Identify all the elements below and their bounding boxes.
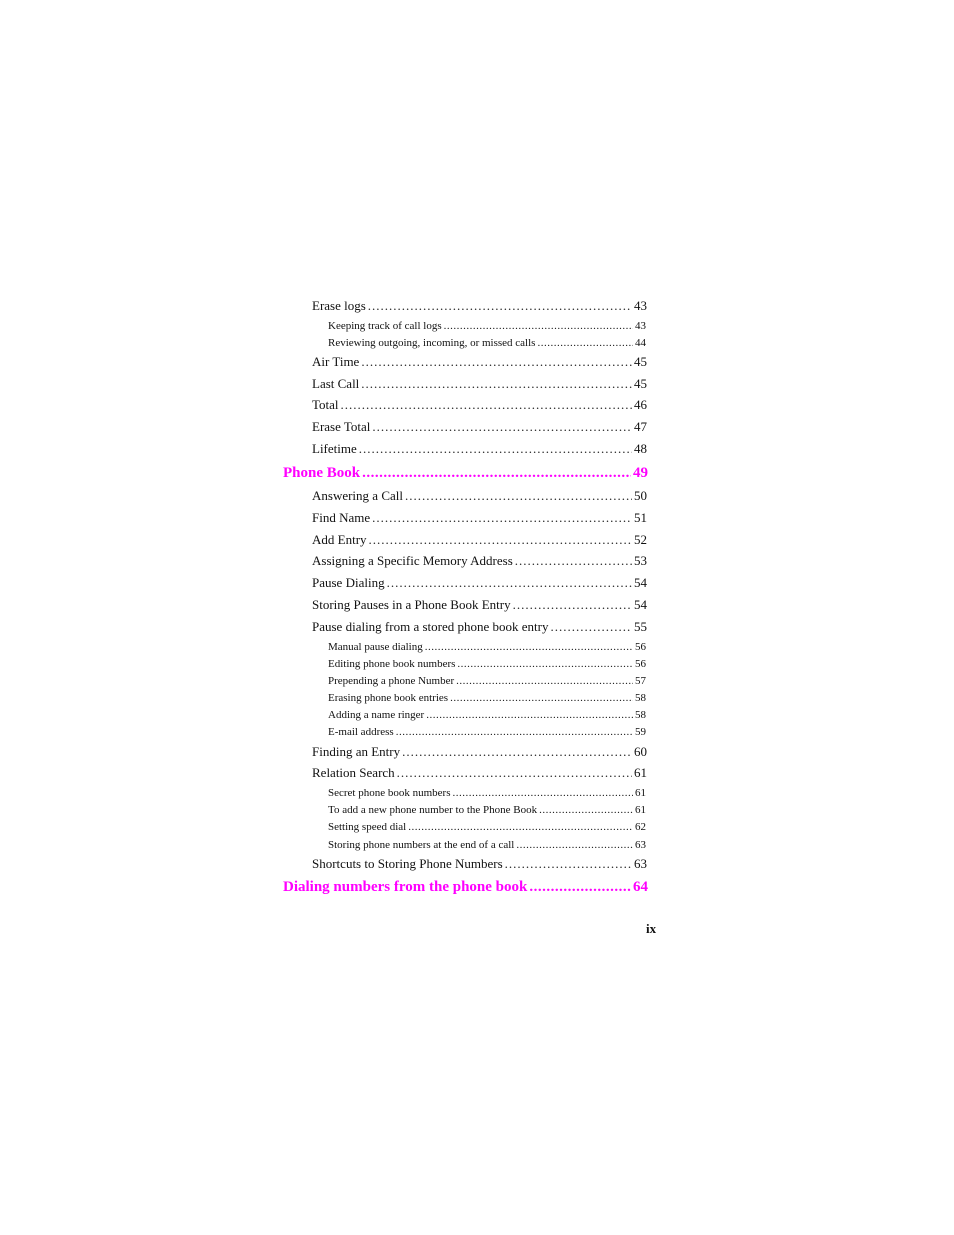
toc-entry-answering-a-call[interactable] [312, 489, 647, 502]
dot-leader [372, 511, 632, 524]
toc-entry-air-time[interactable] [312, 355, 647, 368]
toc-entry-title: Add Entry [312, 532, 367, 547]
toc-entry-title: Erase Total [312, 419, 371, 434]
dot-leader [529, 880, 631, 895]
toc-entry-page: 51 [634, 510, 647, 525]
dot-leader [405, 489, 632, 502]
toc-entry-email-address[interactable] [328, 727, 646, 738]
toc-entry-title: Shortcuts to Storing Phone Numbers [312, 856, 503, 871]
toc-entry-title: Pause Dialing [312, 575, 385, 590]
toc-entry-page: 60 [634, 744, 647, 759]
dot-leader [362, 466, 631, 481]
dot-leader [402, 745, 632, 758]
toc-entry-erasing-phone-book-entries[interactable] [328, 693, 646, 704]
toc-entry-page: 48 [634, 441, 647, 456]
toc-entry-page: 45 [634, 376, 647, 391]
toc-entry-title: Editing phone book numbers [328, 658, 456, 670]
toc-entry-page: 46 [634, 397, 647, 412]
toc-entry-prepending-phone-number[interactable] [328, 676, 646, 687]
dot-leader [457, 659, 633, 670]
toc-entry-last-call[interactable] [312, 377, 647, 390]
toc-entry-page: 63 [635, 839, 646, 851]
toc-entry-finding-an-entry[interactable] [312, 745, 647, 758]
toc-entry-title: Finding an Entry [312, 744, 401, 759]
toc-entry-reviewing-calls[interactable] [328, 338, 646, 349]
toc-section-page: 49 [633, 465, 648, 481]
toc-entry-title: Erase logs [312, 298, 366, 313]
toc-entry-setting-speed-dial[interactable] [328, 822, 646, 833]
toc-entry-title: Setting speed dial [328, 821, 407, 833]
toc-entry-erase-total[interactable] [312, 420, 647, 433]
toc-entry-page: 56 [635, 658, 646, 670]
toc-entry-title: Adding a name ringer [328, 709, 425, 721]
toc-entry-title: To add a new phone number to the Phone Book [328, 804, 538, 816]
page-number: ix [646, 921, 657, 936]
toc-entry-shortcuts-storing-numbers[interactable] [312, 857, 647, 870]
dot-leader [505, 857, 632, 870]
toc-entry-title: Secret phone book numbers [328, 787, 451, 799]
dot-leader [444, 321, 633, 332]
toc-entry-page: 54 [634, 597, 647, 612]
dot-leader [515, 554, 632, 567]
toc-entry-assigning-memory-address[interactable] [312, 554, 647, 567]
toc-entry-page: 54 [634, 575, 647, 590]
toc-entry-title: Relation Search [312, 765, 395, 780]
toc-entry-add-entry[interactable] [312, 533, 647, 546]
toc-entry-title: Pause dialing from a stored phone book entry [312, 619, 549, 634]
toc-entry-storing-numbers-end-of-call[interactable] [328, 840, 646, 851]
toc-entry-title: Last Call [312, 376, 360, 391]
toc-section-dialing-numbers[interactable] [283, 880, 648, 895]
toc-entry-page: 50 [634, 488, 647, 503]
toc-entry-title: Find Name [312, 510, 371, 525]
dot-leader [550, 620, 632, 633]
toc-entry-erase-logs[interactable] [312, 299, 647, 312]
toc-entry-title: Air Time [312, 354, 360, 369]
dot-leader [368, 299, 632, 312]
dot-leader [456, 676, 633, 687]
toc-entry-secret-phone-book-numbers[interactable] [328, 788, 646, 799]
dot-leader [397, 766, 632, 779]
toc-entry-page: 59 [635, 726, 646, 738]
dot-leader [372, 420, 632, 433]
toc-entry-pause-dialing-stored[interactable] [312, 620, 647, 633]
dot-leader [426, 710, 633, 721]
toc-entry-editing-phone-book-numbers[interactable] [328, 659, 646, 670]
toc-entry-adding-name-ringer[interactable] [328, 710, 646, 721]
dot-leader [513, 598, 632, 611]
dot-leader [453, 788, 634, 799]
toc-entry-page: 44 [635, 337, 646, 349]
toc-entry-page: 58 [635, 692, 646, 704]
toc-entry-page: 45 [634, 354, 647, 369]
toc-entry-page: 61 [634, 765, 647, 780]
dot-leader [537, 338, 633, 349]
toc-section-phone-book[interactable] [283, 466, 648, 481]
toc-section-title: Phone Book [283, 465, 361, 481]
toc-entry-page: 58 [635, 709, 646, 721]
toc-entry-page: 57 [635, 675, 646, 687]
toc-entry-find-name[interactable] [312, 511, 647, 524]
toc-entry-manual-pause-dialing[interactable] [328, 642, 646, 653]
dot-leader [361, 377, 632, 390]
toc-entry-storing-pauses[interactable] [312, 598, 647, 611]
toc-entry-page: 47 [634, 419, 647, 434]
toc-entry-page: 56 [635, 641, 646, 653]
toc-entry-page: 53 [634, 553, 647, 568]
toc-entry-title: E-mail address [328, 726, 394, 738]
toc-entry-title: Manual pause dialing [328, 641, 423, 653]
dot-leader [369, 533, 632, 546]
dot-leader [408, 822, 633, 833]
toc-entry-page: 55 [634, 619, 647, 634]
toc-entry-page: 52 [634, 532, 647, 547]
toc-entry-page: 63 [634, 856, 647, 871]
toc-entry-total[interactable] [312, 398, 647, 411]
toc-entry-lifetime[interactable] [312, 442, 647, 455]
toc-entry-title: Prepending a phone Number [328, 675, 455, 687]
dot-leader [539, 805, 633, 816]
dot-leader [387, 576, 632, 589]
dot-leader [396, 727, 633, 738]
toc-entry-pause-dialing[interactable] [312, 576, 647, 589]
toc-entry-page: 62 [635, 821, 646, 833]
toc-entry-page: 61 [635, 787, 646, 799]
toc-section-title: Dialing numbers from the phone book [283, 879, 528, 895]
dot-leader [450, 693, 633, 704]
toc-entry-title: Reviewing outgoing, incoming, or missed calls [328, 337, 536, 349]
toc-entry-relation-search[interactable] [312, 766, 647, 779]
toc-entry-keeping-track-of-call-logs[interactable] [328, 321, 646, 332]
dot-leader [359, 442, 632, 455]
toc-entry-title: Storing phone numbers at the end of a call [328, 839, 515, 851]
toc-entry-title: Total [312, 397, 339, 412]
toc-entry-title: Keeping track of call logs [328, 320, 442, 332]
toc-entry-title: Lifetime [312, 441, 357, 456]
toc-entry-page: 61 [635, 804, 646, 816]
dot-leader [361, 355, 632, 368]
toc-entry-page: 43 [634, 298, 647, 313]
toc-entry-title: Erasing phone book entries [328, 692, 449, 704]
toc-entry-page: 43 [635, 320, 646, 332]
toc-section-page: 64 [633, 879, 648, 895]
dot-leader [425, 642, 633, 653]
toc-entry-add-new-phone-number[interactable] [328, 805, 646, 816]
dot-leader [341, 398, 632, 411]
dot-leader [516, 840, 633, 851]
toc-entry-title: Assigning a Specific Memory Address [312, 553, 513, 568]
toc-entry-title: Storing Pauses in a Phone Book Entry [312, 597, 511, 612]
toc-entry-title: Answering a Call [312, 488, 403, 503]
